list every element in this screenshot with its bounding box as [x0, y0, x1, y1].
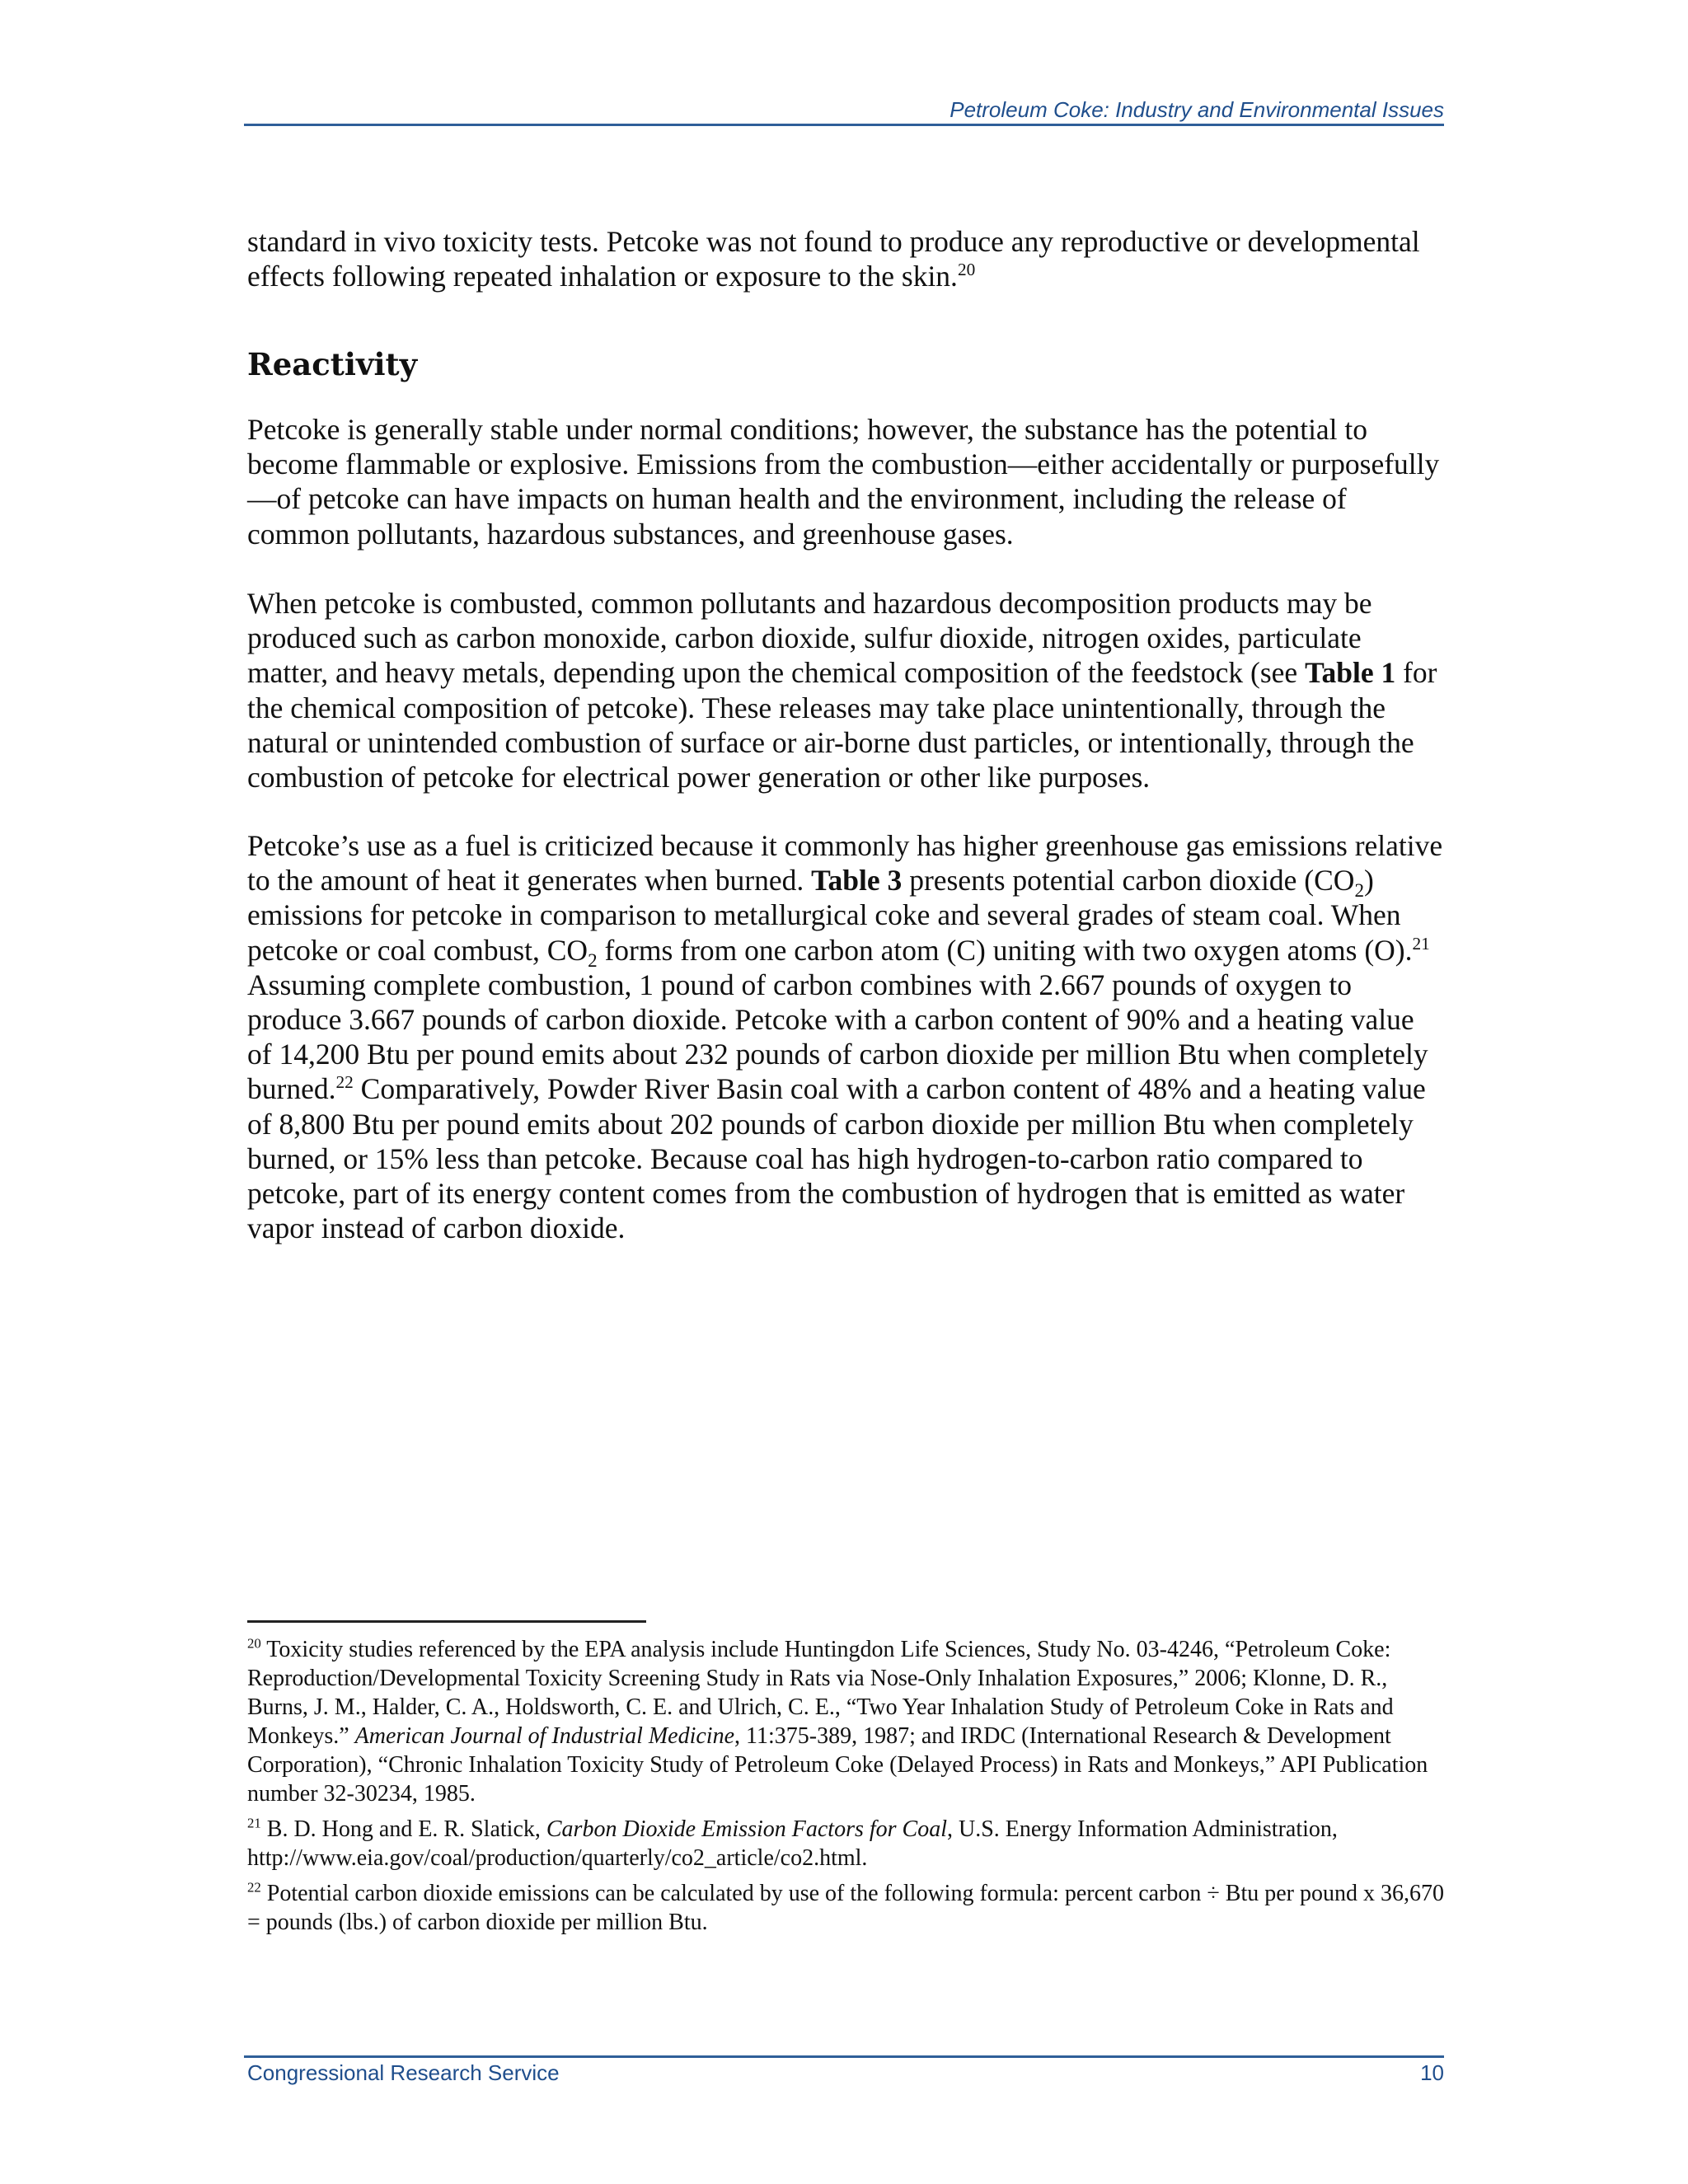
footnote-number: 20: [247, 1635, 261, 1652]
footer-publisher: Congressional Research Service: [247, 2060, 560, 2085]
text-run: Assuming complete combustion, 1 pound of carbon combines with 2.667 pounds of oxygen to produce 3.667 pounds of carbon dioxide. Petcoke with a carbon content of 90% and a heating value of 14,200 Btu per pound emits about 232 pounds of carbon dioxide per million Btu when completely burned.: [247, 968, 1428, 1106]
text-run: for the chemical composition of petcoke). These releases may take place unintentionally, through the natural or unintended combustion of surface or air-borne dust particles, or intentionally, through the combustion of petcoke for electrical power generation or other like purposes.: [247, 656, 1437, 794]
footer-rule: [244, 2055, 1444, 2058]
footnote-ref-22[interactable]: 22: [335, 1072, 354, 1093]
section-heading-reactivity: Reactivity: [247, 346, 418, 382]
footnote-22: [247, 1879, 1444, 1937]
subscript: 2: [1354, 879, 1364, 902]
subscript: 2: [588, 949, 598, 971]
paragraph-greenhouse-emissions: [247, 828, 1444, 1245]
page-number: 10: [1420, 2060, 1444, 2085]
paragraph-continued: [247, 224, 1444, 293]
text-run: presents potential carbon dioxide (CO: [902, 864, 1355, 898]
text-run: ) emissions for petcoke in comparison to metallurgical coke and several grades of steam coal. When petcoke or coal combust, CO: [247, 864, 1401, 967]
text-run: , 11:375-389, 1987; and IRDC (International Research & Development Corporation), “Chronic Inhalation Toxicity Study of Petroleum Coke (Delayed Process) in Rats and Monkeys,” API Publication number 32-30234, 1985.: [247, 1723, 1428, 1807]
table-1-reference[interactable]: Table 1: [1305, 656, 1396, 690]
text-run: forms from one carbon atom (C) uniting with two oxygen atoms (O).: [597, 933, 1413, 967]
text-run: Comparatively, Powder River Basin coal with a carbon content of 48% and a heating value of 8,800 Btu per pound emits about 202 pounds of carbon dioxide per million Btu when completely burned, or 15% less than petcoke. Because coal has high hydrogen-to-carbon ratio compared to petcoke, part of its energy content comes from the combustion of hydrogen that is emitted as water vapor instead of carbon dioxide.: [247, 1072, 1426, 1245]
footnote-ref-20[interactable]: 20: [957, 260, 976, 280]
paragraph-text: standard in vivo toxicity tests. Petcoke was not found to produce any reproductive or developmental effects following repeated inhalation or exposure to the skin.: [247, 225, 1420, 293]
text-run: B. D. Hong and E. R. Slatick,: [260, 1816, 546, 1842]
footnote-ref-21[interactable]: 21: [1412, 933, 1430, 954]
footnote-21: [247, 1815, 1444, 1872]
header-rule: [244, 124, 1444, 126]
footnote-number: 22: [247, 1879, 261, 1896]
journal-title: American Journal of Industrial Medicine: [354, 1723, 735, 1749]
running-header: Petroleum Coke: Industry and Environmental Issues: [950, 97, 1444, 122]
footnote-number: 21: [247, 1815, 261, 1831]
footnote-separator: [247, 1620, 646, 1623]
text-run: Petcoke’s use as a fuel is criticized because it commonly has higher greenhouse gas emissions relative to the amount of heat it generates when burned.: [247, 829, 1443, 898]
text-run: , U.S. Energy Information Administration, http://www.eia.gov/coal/production/quarterly/co2_article/co2.html.: [247, 1816, 1338, 1871]
text-run: Potential carbon dioxide emissions can be calculated by use of the following formula: percent carbon ÷ Btu per pound x 36,670 = pounds (lbs.) of carbon dioxide per million Btu.: [247, 1881, 1444, 1935]
footnote-20: [247, 1635, 1444, 1808]
text-run: Toxicity studies referenced by the EPA analysis include Huntingdon Life Sciences, Study No. 03-4246, “Petroleum Coke: Reproduction/Developmental Toxicity Screening Study in Rats via Nose-Only Inhalation Exposures,” 2006; Klonne, D. R., Burns, J. M., Halder, C. A., Holdsworth, C. E. and Ulrich, C. E., “Two Year Inhalation Study of Petroleum Coke in Rats and Monkeys.”: [247, 1637, 1394, 1749]
report-title: Carbon Dioxide Emission Factors for Coal: [546, 1816, 947, 1842]
table-3-reference[interactable]: Table 3: [811, 864, 903, 898]
paragraph-combustion-pollutants: [247, 586, 1444, 794]
text-run: When petcoke is combusted, common pollutants and hazardous decomposition products may be produced such as carbon monoxide, carbon dioxide, sulfur dioxide, nitrogen oxides, particulate matter, and heavy metals, depending upon the chemical composition of the feedstock (see: [247, 587, 1372, 690]
paragraph-reactivity-stability: Petcoke is generally stable under normal conditions; however, the substance has the potential to become flammable or explosive. Emissions from the combustion—either accidentally or purposefully—of petcoke can have impacts on human health and the environment, including the release of common pollutants, hazardous substances, and greenhouse gases.: [247, 413, 1440, 551]
